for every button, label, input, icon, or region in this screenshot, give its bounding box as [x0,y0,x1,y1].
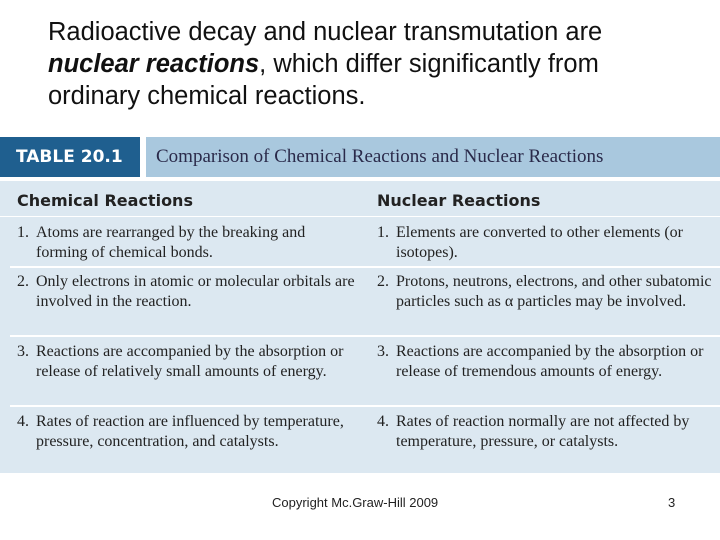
row-1-nuclear-number: 1. [377,224,389,241]
row-4-chemical-number: 4. [17,413,29,430]
intro-emphasis: nuclear reactions [48,50,260,78]
row-1-nuclear-text: Elements are converted to other elements (or isotopes). [396,224,683,261]
table-title: Comparison of Chemical Reactions and Nuclear Reactions [146,137,720,177]
row-3-chemical-number: 3. [17,343,29,360]
row-3-nuclear-number: 3. [377,343,389,360]
comparison-table [0,181,720,473]
intro-text [48,16,708,112]
table-header [0,137,720,177]
footer-copyright: Copyright Mc.Graw-Hill 2009 [272,495,439,510]
page-number: 3 [668,495,676,510]
intro-line-1: Radioactive decay and nuclear transmutation are [48,18,603,46]
row-separator [10,266,720,268]
row-4-nuclear-number: 4. [377,413,389,430]
column-header-nuclear: Nuclear Reactions [377,191,541,210]
row-separator [10,405,720,407]
table-tag: TABLE 20.1 [0,137,140,177]
row-1-chemical-number: 1. [17,224,29,241]
column-header-chemical: Chemical Reactions [17,191,193,210]
row-separator [10,335,720,337]
row-3-nuclear-text: Reactions are accompanied by the absorption or release of tremendous amounts of energy. [396,343,704,380]
row-1-chemical-text: Atoms are rearranged by the breaking and forming of chemical bonds. [36,224,306,261]
row-4-nuclear-text: Rates of reaction normally are not affected by temperature, pressure, or catalysts. [396,413,690,450]
row-3-chemical-text: Reactions are accompanied by the absorption or release of relatively small amounts of energy. [36,343,344,380]
row-4-chemical-text: Rates of reaction are influenced by temperature, pressure, concentration, and catalysts. [36,413,344,450]
row-2-chemical-number: 2. [17,273,29,290]
intro-line-2 [48,48,708,80]
intro-line-2-rest: , which differ significantly from [259,50,599,78]
row-2-nuclear-number: 2. [377,273,389,290]
header-divider [0,216,720,217]
row-2-nuclear-text: Protons, neutrons, electrons, and other subatomic particles such as α particles may be involved. [396,273,712,310]
intro-line-3: ordinary chemical reactions. [48,82,366,110]
row-2-chemical-text: Only electrons in atomic or molecular orbitals are involved in the reaction. [36,273,355,310]
